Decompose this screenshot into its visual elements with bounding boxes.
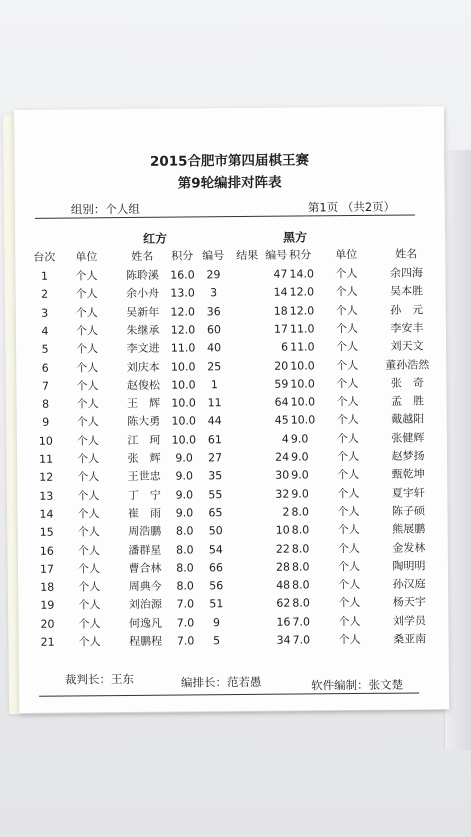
id-red-cell: 35 — [208, 469, 223, 483]
score-black-cell: 8.0 — [291, 523, 310, 537]
bottom-divider — [39, 692, 419, 696]
round-cell: 4 — [41, 324, 49, 338]
player-black-cell: 戴越阳 — [391, 412, 425, 427]
header-score-black: 积分 — [289, 248, 312, 262]
player-black-cell: 金发林 — [392, 540, 426, 555]
score-black-cell: 12.0 — [289, 285, 315, 299]
player-black-cell: 余四海 — [389, 266, 423, 280]
unit-red-cell: 个人 — [75, 287, 98, 301]
score-red-cell: 12.0 — [170, 305, 196, 319]
player-red-cell: 吴新年 — [126, 305, 160, 319]
score-black-cell: 11.0 — [289, 322, 315, 336]
red-side-label: 红方 — [143, 231, 168, 246]
score-black-cell: 12.0 — [289, 303, 315, 318]
id-red-cell: 36 — [206, 304, 221, 318]
header-score-red: 积分 — [171, 249, 194, 263]
round-cell: 21 — [40, 635, 55, 649]
referee-credit: 裁判长：王东 — [64, 671, 135, 687]
id-black-cell: 45 — [274, 414, 289, 428]
score-red-cell: 9.0 — [175, 488, 194, 502]
id-red-cell: 5 — [213, 634, 221, 648]
player-red-cell: 赵俊松 — [126, 378, 160, 392]
score-black-cell: 8.0 — [291, 541, 310, 556]
id-black-cell: 6 — [281, 340, 289, 354]
id-black-cell: 16 — [276, 615, 291, 629]
table-row — [18, 557, 448, 578]
score-red-cell: 13.0 — [170, 286, 195, 300]
player-black-cell: 刘天文 — [390, 339, 424, 353]
unit-red-cell: 个人 — [77, 470, 100, 484]
id-red-cell: 54 — [208, 542, 223, 556]
score-red-cell: 7.0 — [176, 597, 195, 611]
score-red-cell: 16.0 — [170, 268, 195, 282]
group-label: 组别：个人组 — [70, 201, 140, 217]
round-cell: 8 — [42, 397, 50, 411]
player-black-cell: 李安丰 — [390, 321, 424, 335]
unit-black-cell: 个人 — [338, 578, 361, 592]
player-black-cell: 孙 元 — [390, 303, 424, 317]
table-row — [18, 575, 448, 596]
player-red-cell: 潘群星 — [128, 543, 162, 557]
table-row — [18, 520, 448, 541]
id-red-cell: 56 — [209, 579, 224, 593]
score-black-cell: 14.0 — [289, 267, 314, 281]
unit-red-cell: 个人 — [78, 635, 101, 649]
unit-red-cell: 个人 — [76, 360, 99, 374]
unit-black-cell: 个人 — [337, 541, 360, 555]
header-unit-red: 单位 — [75, 250, 98, 264]
score-red-cell: 9.0 — [175, 506, 194, 520]
unit-black-cell: 个人 — [338, 632, 361, 647]
table-row — [17, 484, 447, 505]
unit-black-cell: 个人 — [336, 340, 359, 354]
id-red-cell: 55 — [208, 487, 223, 501]
score-black-cell: 10.0 — [290, 358, 315, 373]
round-cell: 6 — [41, 361, 49, 375]
header-round: 台次 — [33, 250, 56, 264]
table-row — [16, 374, 446, 395]
player-red-cell: 张 辉 — [127, 451, 161, 466]
table-header — [15, 245, 445, 266]
id-black-cell: 24 — [274, 450, 290, 464]
table-row — [19, 630, 449, 651]
score-black-cell: 9.0 — [291, 468, 309, 482]
player-red-cell: 丁 宁 — [127, 488, 161, 502]
round-cell: 3 — [41, 306, 49, 320]
unit-black-cell: 个人 — [337, 559, 361, 573]
round-cell: 15 — [39, 525, 54, 539]
player-black-cell: 吴本胜 — [390, 284, 424, 299]
player-black-cell: 张 奇 — [390, 376, 424, 390]
id-red-cell: 29 — [206, 268, 221, 282]
player-black-cell: 张健辉 — [391, 431, 425, 445]
score-red-cell: 11.0 — [170, 341, 196, 355]
table-row — [17, 502, 447, 523]
score-black-cell: 8.0 — [291, 505, 310, 519]
id-black-cell: 2 — [282, 505, 290, 519]
score-red-cell: 8.0 — [176, 542, 194, 557]
unit-red-cell: 个人 — [76, 452, 100, 466]
id-black-cell: 10 — [275, 523, 290, 537]
id-red-cell: 25 — [207, 359, 222, 373]
round-cell: 11 — [38, 452, 54, 466]
id-black-cell: 64 — [274, 395, 289, 409]
id-red-cell: 50 — [208, 524, 223, 538]
round-cell: 7 — [41, 379, 49, 393]
unit-black-cell: 个人 — [337, 486, 360, 500]
player-black-cell: 熊展鹏 — [392, 522, 426, 536]
unit-red-cell: 个人 — [77, 488, 100, 503]
unit-red-cell: 个人 — [78, 580, 101, 594]
unit-black-cell: 个人 — [335, 321, 358, 336]
unit-red-cell: 个人 — [76, 415, 99, 429]
score-black-cell: 7.0 — [292, 633, 311, 647]
round-cell: 17 — [39, 562, 55, 576]
unit-black-cell: 个人 — [336, 413, 359, 427]
score-black-cell: 10.0 — [290, 395, 316, 409]
unit-red-cell: 个人 — [78, 616, 101, 631]
unit-red-cell: 个人 — [75, 305, 98, 320]
round-cell: 14 — [39, 507, 54, 521]
player-red-cell: 陈大勇 — [127, 415, 161, 429]
score-black-cell: 8.0 — [292, 578, 310, 592]
score-red-cell: 8.0 — [176, 579, 194, 593]
unit-red-cell: 个人 — [76, 379, 99, 393]
player-red-cell: 周浩鹏 — [128, 524, 162, 539]
score-red-cell: 9.0 — [175, 469, 194, 483]
unit-black-cell: 个人 — [338, 614, 361, 628]
id-red-cell: 3 — [210, 286, 218, 300]
table-row — [17, 447, 447, 468]
unit-black-cell: 个人 — [335, 285, 358, 299]
header-id-red: 编号 — [202, 249, 225, 263]
unit-red-cell: 个人 — [77, 543, 100, 557]
unit-red-cell: 个人 — [78, 598, 101, 612]
player-red-cell: 余小舟 — [126, 287, 160, 301]
player-black-cell: 杨天宇 — [392, 595, 426, 610]
score-red-cell: 8.0 — [175, 524, 194, 538]
table-row — [15, 264, 445, 285]
player-black-cell: 刘学员 — [392, 614, 427, 628]
id-red-cell: 66 — [208, 560, 224, 575]
id-black-cell: 4 — [281, 432, 289, 446]
table-row — [17, 411, 447, 432]
round-cell: 2 — [41, 288, 49, 302]
round-cell: 9 — [42, 416, 50, 430]
player-black-cell: 甄乾坤 — [391, 467, 425, 482]
header-id-black: 编号 — [265, 248, 288, 262]
id-black-cell: 34 — [276, 633, 291, 647]
player-black-cell: 孟 胜 — [390, 394, 425, 408]
score-red-cell: 10.0 — [171, 433, 197, 447]
id-black-cell: 18 — [273, 304, 288, 318]
header-name-red: 姓名 — [131, 249, 154, 263]
score-black-cell: 8.0 — [292, 596, 310, 610]
player-red-cell: 周典今 — [128, 579, 162, 594]
unit-black-cell: 个人 — [337, 523, 360, 537]
player-red-cell: 江 珂 — [127, 433, 161, 447]
score-black-cell: 8.0 — [291, 560, 310, 574]
score-black-cell: 10.0 — [290, 413, 316, 427]
unit-red-cell: 个人 — [77, 507, 100, 521]
unit-black-cell: 个人 — [337, 468, 360, 482]
unit-red-cell: 个人 — [77, 562, 101, 576]
table-row — [17, 429, 447, 450]
player-red-cell: 崔 雨 — [127, 506, 162, 520]
id-black-cell: 62 — [276, 596, 291, 611]
unit-black-cell: 个人 — [335, 267, 358, 281]
arranger-credit: 编排长：范若愚 — [180, 674, 262, 690]
player-red-cell: 朱继承 — [126, 323, 160, 337]
score-red-cell: 7.0 — [176, 616, 195, 630]
id-black-cell: 47 — [273, 267, 288, 281]
round-cell: 18 — [40, 580, 55, 594]
round-subtitle: 第9轮编排对阵表 — [177, 174, 282, 192]
id-black-cell: 20 — [274, 359, 289, 373]
page-indicator: 第1页 （共2页） — [307, 199, 396, 215]
round-cell: 1 — [40, 269, 49, 283]
id-red-cell: 44 — [207, 414, 222, 428]
unit-black-cell: 个人 — [335, 303, 358, 317]
player-red-cell: 陈聆溪 — [125, 268, 160, 283]
score-red-cell: 10.0 — [170, 359, 196, 374]
unit-black-cell: 个人 — [336, 431, 359, 445]
table-row — [18, 612, 448, 633]
table-row — [16, 319, 446, 340]
id-black-cell: 32 — [275, 487, 290, 501]
player-red-cell: 何逸凡 — [128, 616, 163, 630]
player-black-cell: 桑亚南 — [393, 632, 427, 646]
black-side-label: 黑方 — [283, 230, 308, 245]
player-black-cell: 陈子硕 — [391, 504, 426, 518]
id-black-cell: 28 — [275, 560, 291, 574]
round-cell: 19 — [40, 599, 55, 613]
player-red-cell: 曹合林 — [128, 561, 162, 575]
unit-black-cell: 个人 — [336, 358, 359, 372]
player-black-cell: 陶明明 — [392, 559, 426, 573]
score-red-cell: 10.0 — [171, 396, 196, 410]
round-cell: 20 — [40, 617, 55, 631]
round-cell: 10 — [38, 434, 53, 448]
id-black-cell: 17 — [273, 322, 288, 336]
id-red-cell: 11 — [207, 396, 222, 410]
score-black-cell: 10.0 — [290, 377, 315, 391]
id-red-cell: 9 — [212, 615, 221, 629]
pairing-sheet — [14, 106, 449, 713]
id-black-cell: 59 — [274, 377, 289, 391]
player-red-cell: 程鹏程 — [129, 634, 163, 649]
unit-red-cell: 个人 — [77, 525, 100, 539]
score-black-cell: 9.0 — [290, 432, 309, 446]
id-red-cell: 1 — [210, 378, 218, 392]
software-credit: 软件编制：张文楚 — [310, 677, 404, 693]
score-black-cell: 9.0 — [290, 450, 309, 464]
player-black-cell: 孙汉庭 — [392, 577, 426, 591]
round-cell: 16 — [39, 544, 54, 558]
round-cell: 12 — [39, 470, 54, 485]
score-red-cell: 10.0 — [171, 378, 196, 392]
score-red-cell: 8.0 — [176, 561, 194, 575]
unit-black-cell: 个人 — [338, 596, 361, 610]
score-red-cell: 10.0 — [171, 414, 197, 429]
id-red-cell: 51 — [209, 597, 224, 611]
player-red-cell: 王 辉 — [127, 396, 161, 411]
player-red-cell: 刘庆本 — [126, 360, 160, 374]
unit-red-cell: 个人 — [75, 324, 98, 338]
unit-black-cell: 个人 — [336, 376, 359, 390]
score-red-cell: 9.0 — [175, 451, 193, 465]
header-name-black: 姓名 — [395, 247, 418, 261]
id-red-cell: 40 — [207, 341, 222, 355]
table-row — [16, 337, 446, 358]
player-red-cell: 刘治源 — [128, 598, 162, 612]
tournament-title: 2015合肥市第四届棋王赛 — [149, 152, 310, 170]
player-black-cell: 赵梦扬 — [391, 449, 425, 463]
score-black-cell: 11.0 — [290, 340, 315, 354]
id-black-cell: 22 — [275, 542, 290, 556]
table-row — [16, 392, 446, 413]
id-red-cell: 65 — [208, 506, 223, 520]
unit-black-cell: 个人 — [336, 450, 360, 464]
score-black-cell: 7.0 — [292, 615, 311, 629]
id-red-cell: 60 — [206, 323, 221, 337]
unit-red-cell: 个人 — [76, 397, 99, 411]
score-red-cell: 7.0 — [176, 634, 195, 648]
round-cell: 13 — [39, 489, 54, 503]
unit-black-cell: 个人 — [337, 504, 360, 519]
id-black-cell: 30 — [275, 468, 290, 483]
unit-red-cell: 个人 — [75, 269, 98, 283]
player-black-cell: 董孙浩然 — [385, 357, 430, 372]
score-red-cell: 12.0 — [170, 323, 196, 337]
table-row — [18, 594, 448, 615]
score-black-cell: 9.0 — [291, 487, 309, 501]
round-cell: 5 — [41, 342, 49, 356]
unit-red-cell: 个人 — [76, 433, 99, 448]
table-row — [18, 539, 448, 560]
id-red-cell: 61 — [207, 432, 222, 447]
id-black-cell: 48 — [276, 578, 291, 592]
player-red-cell: 王世忠 — [127, 470, 161, 484]
table-row — [16, 283, 446, 304]
player-red-cell: 李文进 — [126, 341, 160, 356]
table-row — [16, 356, 446, 377]
id-black-cell: 14 — [273, 285, 288, 300]
id-red-cell: 27 — [207, 451, 223, 465]
unit-black-cell: 个人 — [336, 395, 359, 409]
header-result: 结果 — [236, 248, 259, 263]
header-unit-black: 单位 — [335, 248, 358, 262]
unit-red-cell: 个人 — [76, 342, 99, 356]
table-row — [17, 466, 447, 487]
table-row — [16, 301, 446, 322]
player-black-cell: 夏宇轩 — [391, 486, 425, 500]
